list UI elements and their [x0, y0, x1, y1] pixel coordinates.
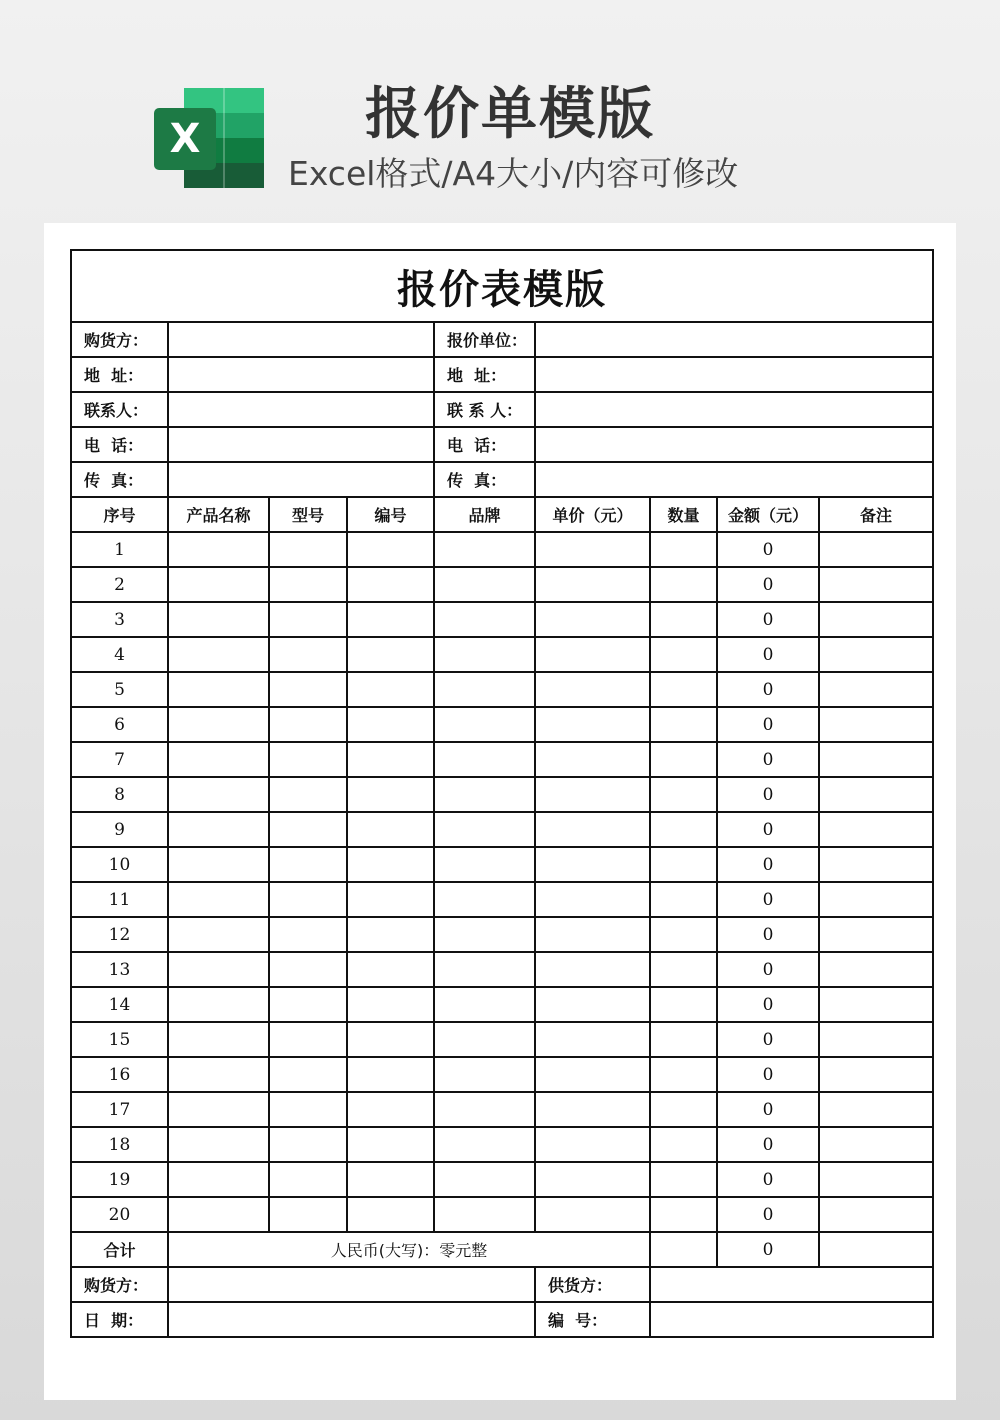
unit-price-cell[interactable] [535, 532, 650, 567]
col-header-brand: 品牌 [434, 497, 535, 532]
code-cell[interactable] [347, 567, 434, 602]
footer-supplier-value-cell[interactable] [650, 1267, 933, 1302]
product-name-cell[interactable] [168, 882, 269, 917]
remarks-cell[interactable] [819, 707, 933, 742]
remarks-cell[interactable] [819, 742, 933, 777]
fax-value-right-cell[interactable] [535, 462, 933, 497]
code-cell[interactable] [347, 882, 434, 917]
brand-cell[interactable] [434, 602, 535, 637]
brand-cell[interactable] [434, 847, 535, 882]
quantity-cell[interactable] [650, 1197, 717, 1232]
remarks-cell[interactable] [819, 847, 933, 882]
code-cell[interactable] [347, 917, 434, 952]
model-cell[interactable] [269, 707, 347, 742]
amount-cell: 0 [717, 707, 819, 742]
brand-cell[interactable] [434, 987, 535, 1022]
row-number: 7 [71, 742, 168, 777]
brand-cell[interactable] [434, 1197, 535, 1232]
quote-unit-value-cell[interactable] [535, 322, 933, 357]
table-row [71, 707, 933, 742]
model-cell[interactable] [269, 1197, 347, 1232]
unit-price-cell[interactable] [535, 1127, 650, 1162]
unit-price-cell[interactable] [535, 1092, 650, 1127]
footer-buyer-value-cell[interactable] [168, 1267, 535, 1302]
footer-row-parties [71, 1267, 933, 1302]
row-number: 16 [71, 1057, 168, 1092]
amount-cell: 0 [717, 672, 819, 707]
product-name-cell[interactable] [168, 707, 269, 742]
unit-price-cell[interactable] [535, 567, 650, 602]
row-number: 19 [71, 1162, 168, 1197]
brand-cell[interactable] [434, 742, 535, 777]
row-number: 3 [71, 602, 168, 637]
page-title: 报价单模版 [365, 82, 655, 147]
brand-cell[interactable] [434, 567, 535, 602]
unit-price-cell[interactable] [535, 917, 650, 952]
remarks-cell[interactable] [819, 567, 933, 602]
product-name-cell[interactable] [168, 602, 269, 637]
code-cell[interactable] [347, 1162, 434, 1197]
info-row-fax [71, 462, 933, 497]
row-number: 1 [71, 532, 168, 567]
title-row [71, 250, 933, 322]
col-header-model: 型号 [269, 497, 347, 532]
model-cell[interactable] [269, 532, 347, 567]
product-name-cell[interactable] [168, 672, 269, 707]
amount-cell: 0 [717, 847, 819, 882]
fax-value-left-cell[interactable] [168, 462, 434, 497]
unit-price-cell[interactable] [535, 1162, 650, 1197]
product-name-cell[interactable] [168, 812, 269, 847]
quantity-cell[interactable] [650, 1092, 717, 1127]
col-header-code: 编号 [347, 497, 434, 532]
brand-cell[interactable] [434, 637, 535, 672]
phone-label-right: 电 话： [434, 427, 535, 462]
amount-cell: 0 [717, 637, 819, 672]
amount-cell: 0 [717, 882, 819, 917]
col-header-product-name: 产品名称 [168, 497, 269, 532]
row-number: 12 [71, 917, 168, 952]
footer-row-date [71, 1302, 933, 1337]
document-paper [44, 223, 956, 1400]
unit-price-cell[interactable] [535, 1057, 650, 1092]
row-number: 20 [71, 1197, 168, 1232]
unit-price-cell[interactable] [535, 1022, 650, 1057]
unit-price-cell[interactable] [535, 777, 650, 812]
total-amount: 0 [717, 1232, 819, 1267]
model-cell[interactable] [269, 672, 347, 707]
contact-label-right: 联 系 人： [434, 392, 535, 427]
model-cell[interactable] [269, 742, 347, 777]
col-header-amount: 金额（元） [717, 497, 819, 532]
code-cell[interactable] [347, 637, 434, 672]
quantity-cell[interactable] [650, 917, 717, 952]
info-row-address [71, 357, 933, 392]
product-name-cell[interactable] [168, 637, 269, 672]
table-row [71, 1092, 933, 1127]
amount-cell: 0 [717, 1162, 819, 1197]
header [0, 0, 1000, 222]
amount-cell: 0 [717, 1022, 819, 1057]
model-cell[interactable] [269, 812, 347, 847]
model-cell[interactable] [269, 987, 347, 1022]
code-cell[interactable] [347, 672, 434, 707]
unit-price-cell[interactable] [535, 952, 650, 987]
product-name-cell[interactable] [168, 987, 269, 1022]
code-cell[interactable] [347, 847, 434, 882]
table-row [71, 812, 933, 847]
quantity-cell[interactable] [650, 1162, 717, 1197]
remarks-cell[interactable] [819, 987, 933, 1022]
model-cell[interactable] [269, 882, 347, 917]
table-row [71, 672, 933, 707]
total-label: 合计 [71, 1232, 168, 1267]
unit-price-cell[interactable] [535, 987, 650, 1022]
brand-cell[interactable] [434, 917, 535, 952]
total-words: 人民币(大写)：零元整 [168, 1232, 650, 1267]
remarks-cell[interactable] [819, 1127, 933, 1162]
quote-unit-label: 报价单位： [434, 322, 535, 357]
row-number: 13 [71, 952, 168, 987]
table-row [71, 1057, 933, 1092]
quantity-cell[interactable] [650, 952, 717, 987]
product-name-cell[interactable] [168, 1127, 269, 1162]
model-cell[interactable] [269, 567, 347, 602]
address-value-left-cell[interactable] [168, 357, 434, 392]
amount-cell: 0 [717, 1127, 819, 1162]
total-quantity-cell[interactable] [650, 1232, 717, 1267]
footer-supplier-label: 供货方： [535, 1267, 650, 1302]
brand-cell[interactable] [434, 1057, 535, 1092]
page-subtitle: Excel格式/A4大小/内容可修改 [288, 154, 739, 193]
code-cell[interactable] [347, 777, 434, 812]
buyer-label: 购货方： [71, 322, 168, 357]
model-cell[interactable] [269, 637, 347, 672]
number-value-cell[interactable] [650, 1302, 933, 1337]
quantity-cell[interactable] [650, 1057, 717, 1092]
model-cell[interactable] [269, 602, 347, 637]
phone-value-left-cell[interactable] [168, 427, 434, 462]
remarks-cell[interactable] [819, 777, 933, 812]
remarks-cell[interactable] [819, 1092, 933, 1127]
total-row [71, 1232, 933, 1267]
row-number: 18 [71, 1127, 168, 1162]
table-row [71, 532, 933, 567]
quantity-cell[interactable] [650, 882, 717, 917]
row-number: 5 [71, 672, 168, 707]
product-name-cell[interactable] [168, 847, 269, 882]
code-cell[interactable] [347, 532, 434, 567]
row-number: 17 [71, 1092, 168, 1127]
quantity-cell[interactable] [650, 777, 717, 812]
code-cell[interactable] [347, 952, 434, 987]
remarks-cell[interactable] [819, 1162, 933, 1197]
quantity-cell[interactable] [650, 672, 717, 707]
info-row-contact [71, 392, 933, 427]
product-name-cell[interactable] [168, 1057, 269, 1092]
row-number: 11 [71, 882, 168, 917]
amount-cell: 0 [717, 567, 819, 602]
brand-cell[interactable] [434, 707, 535, 742]
code-cell[interactable] [347, 1197, 434, 1232]
model-cell[interactable] [269, 847, 347, 882]
contact-value-left-cell[interactable] [168, 392, 434, 427]
amount-cell: 0 [717, 812, 819, 847]
brand-cell[interactable] [434, 1092, 535, 1127]
table-row [71, 742, 933, 777]
code-cell[interactable] [347, 742, 434, 777]
table-row [71, 777, 933, 812]
table-row [71, 637, 933, 672]
date-label: 日 期： [71, 1302, 168, 1337]
brand-cell[interactable] [434, 1162, 535, 1197]
product-name-cell[interactable] [168, 917, 269, 952]
unit-price-cell[interactable] [535, 812, 650, 847]
logo-letter: X [169, 116, 201, 162]
unit-price-cell[interactable] [535, 672, 650, 707]
row-number: 2 [71, 567, 168, 602]
product-name-cell[interactable] [168, 1162, 269, 1197]
quantity-cell[interactable] [650, 637, 717, 672]
brand-cell[interactable] [434, 672, 535, 707]
table-row [71, 917, 933, 952]
code-cell[interactable] [347, 1057, 434, 1092]
quantity-cell[interactable] [650, 812, 717, 847]
amount-cell: 0 [717, 1092, 819, 1127]
quantity-cell[interactable] [650, 602, 717, 637]
quantity-cell[interactable] [650, 987, 717, 1022]
model-cell[interactable] [269, 1162, 347, 1197]
remarks-cell[interactable] [819, 602, 933, 637]
col-header-no: 序号 [71, 497, 168, 532]
remarks-cell[interactable] [819, 1022, 933, 1057]
quantity-cell[interactable] [650, 532, 717, 567]
amount-cell: 0 [717, 917, 819, 952]
model-cell[interactable] [269, 1092, 347, 1127]
remarks-cell[interactable] [819, 952, 933, 987]
remarks-cell[interactable] [819, 882, 933, 917]
amount-cell: 0 [717, 742, 819, 777]
unit-price-cell[interactable] [535, 742, 650, 777]
row-number: 15 [71, 1022, 168, 1057]
number-label: 编 号： [535, 1302, 650, 1337]
product-name-cell[interactable] [168, 742, 269, 777]
unit-price-cell[interactable] [535, 602, 650, 637]
address-label-right: 地 址： [434, 357, 535, 392]
column-header-row [71, 497, 933, 532]
table-row [71, 1127, 933, 1162]
phone-value-right-cell[interactable] [535, 427, 933, 462]
table-row [71, 882, 933, 917]
row-number: 8 [71, 777, 168, 812]
table-row [71, 602, 933, 637]
code-cell[interactable] [347, 812, 434, 847]
remarks-cell[interactable] [819, 1197, 933, 1232]
table-row [71, 1197, 933, 1232]
col-header-remarks: 备注 [819, 497, 933, 532]
brand-cell[interactable] [434, 882, 535, 917]
remarks-cell[interactable] [819, 812, 933, 847]
table-row [71, 1022, 933, 1057]
brand-cell[interactable] [434, 952, 535, 987]
info-row-buyer [71, 322, 933, 357]
amount-cell: 0 [717, 952, 819, 987]
product-name-cell[interactable] [168, 1197, 269, 1232]
brand-cell[interactable] [434, 1127, 535, 1162]
remarks-cell[interactable] [819, 637, 933, 672]
unit-price-cell[interactable] [535, 1197, 650, 1232]
amount-cell: 0 [717, 1197, 819, 1232]
contact-label-left: 联系人： [71, 392, 168, 427]
sheet-title: 报价表模版 [71, 250, 933, 322]
brand-cell[interactable] [434, 1022, 535, 1057]
quantity-cell[interactable] [650, 847, 717, 882]
product-name-cell[interactable] [168, 1092, 269, 1127]
quantity-cell[interactable] [650, 1127, 717, 1162]
excel-logo-icon [154, 88, 264, 188]
amount-cell: 0 [717, 987, 819, 1022]
code-cell[interactable] [347, 987, 434, 1022]
row-number: 6 [71, 707, 168, 742]
table-row [71, 567, 933, 602]
unit-price-cell[interactable] [535, 707, 650, 742]
quantity-cell[interactable] [650, 707, 717, 742]
code-cell[interactable] [347, 1127, 434, 1162]
remarks-cell[interactable] [819, 917, 933, 952]
fax-label-left: 传 真： [71, 462, 168, 497]
code-cell[interactable] [347, 1092, 434, 1127]
model-cell[interactable] [269, 917, 347, 952]
remarks-cell[interactable] [819, 1057, 933, 1092]
total-remarks-cell[interactable] [819, 1232, 933, 1267]
address-value-right-cell[interactable] [535, 357, 933, 392]
model-cell[interactable] [269, 1127, 347, 1162]
quantity-cell[interactable] [650, 567, 717, 602]
model-cell[interactable] [269, 1022, 347, 1057]
row-number: 10 [71, 847, 168, 882]
row-number: 14 [71, 987, 168, 1022]
brand-cell[interactable] [434, 812, 535, 847]
info-row-phone [71, 427, 933, 462]
unit-price-cell[interactable] [535, 847, 650, 882]
table-row [71, 847, 933, 882]
code-cell[interactable] [347, 1022, 434, 1057]
unit-price-cell[interactable] [535, 882, 650, 917]
footer-buyer-label: 购货方： [71, 1267, 168, 1302]
product-name-cell[interactable] [168, 567, 269, 602]
address-label-left: 地 址： [71, 357, 168, 392]
brand-cell[interactable] [434, 532, 535, 567]
col-header-quantity: 数量 [650, 497, 717, 532]
buyer-value-cell[interactable] [168, 322, 434, 357]
product-name-cell[interactable] [168, 532, 269, 567]
table-row [71, 952, 933, 987]
product-name-cell[interactable] [168, 1022, 269, 1057]
remarks-cell[interactable] [819, 532, 933, 567]
amount-cell: 0 [717, 602, 819, 637]
brand-cell[interactable] [434, 777, 535, 812]
phone-label-left: 电 话： [71, 427, 168, 462]
product-name-cell[interactable] [168, 777, 269, 812]
date-value-cell[interactable] [168, 1302, 535, 1337]
contact-value-right-cell[interactable] [535, 392, 933, 427]
quotation-table [70, 249, 934, 1338]
quantity-cell[interactable] [650, 742, 717, 777]
unit-price-cell[interactable] [535, 637, 650, 672]
model-cell[interactable] [269, 777, 347, 812]
amount-cell: 0 [717, 777, 819, 812]
row-number: 4 [71, 637, 168, 672]
code-cell[interactable] [347, 707, 434, 742]
table-row [71, 987, 933, 1022]
product-name-cell[interactable] [168, 952, 269, 987]
amount-cell: 0 [717, 1057, 819, 1092]
code-cell[interactable] [347, 602, 434, 637]
model-cell[interactable] [269, 1057, 347, 1092]
table-row [71, 1162, 933, 1197]
quantity-cell[interactable] [650, 1022, 717, 1057]
col-header-unit-price: 单价（元） [535, 497, 650, 532]
amount-cell: 0 [717, 532, 819, 567]
fax-label-right: 传 真： [434, 462, 535, 497]
row-number: 9 [71, 812, 168, 847]
remarks-cell[interactable] [819, 672, 933, 707]
model-cell[interactable] [269, 952, 347, 987]
